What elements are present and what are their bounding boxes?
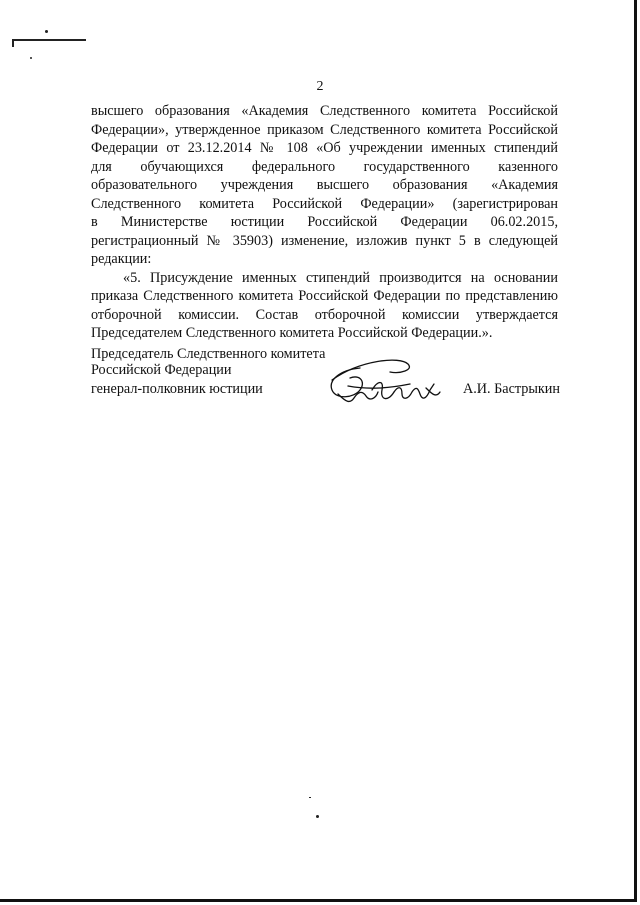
- scan-mark-dot: [30, 57, 32, 59]
- scan-mark-dot: [45, 30, 48, 33]
- body-line: высшего образования «Академия Следственного комитета Российской: [91, 103, 558, 119]
- body-line: в Министерстве юстиции Российской Федерации 06.02.2015,: [91, 214, 558, 230]
- scan-mark-line: [12, 39, 86, 41]
- body-line: для обучающихся федерального государственного казенного: [91, 158, 558, 175]
- body-line: Федерации», утвержденное приказом Следственного комитета Российской: [91, 121, 558, 138]
- signatory-title-line: Российской Федерации: [91, 362, 232, 378]
- page-number: 2: [316, 79, 324, 94]
- body-line: регистрационный № 35903) изменение, изложив пункт 5 в следующей: [91, 232, 558, 249]
- quote-line: Председателем Следственного комитета Российской Федерации.».: [91, 325, 493, 341]
- signatory-name: А.И. Бастрыкин: [463, 381, 560, 397]
- quote-line: отборочной комиссии. Состав отборочной комиссии утверждается: [91, 306, 558, 323]
- body-line: образовательного учреждения высшего образования «Академия: [91, 177, 558, 193]
- scan-mark-tick: [12, 39, 14, 47]
- quote-line: приказа Следственного комитета Российской Федерации по представлению: [91, 288, 558, 304]
- body-line: Следственного комитета Российской Федерации» (зарегистрирован: [91, 195, 558, 212]
- body-line: Федерации от 23.12.2014 № 108 «Об учреждении именных стипендий: [91, 140, 558, 156]
- handwritten-signature: [320, 350, 450, 412]
- body-line: редакции:: [91, 251, 152, 267]
- signatory-rank: генерал-полковник юстиции: [91, 381, 263, 397]
- scan-mark-dot: [309, 797, 311, 798]
- signatory-title-line: Председатель Следственного комитета: [91, 346, 326, 362]
- document-body: [91, 102, 558, 343]
- quote-line: «5. Присуждение именных стипендий производится на основании: [123, 269, 558, 286]
- scan-mark-dot: [316, 815, 319, 818]
- signatory-title: [91, 346, 325, 378]
